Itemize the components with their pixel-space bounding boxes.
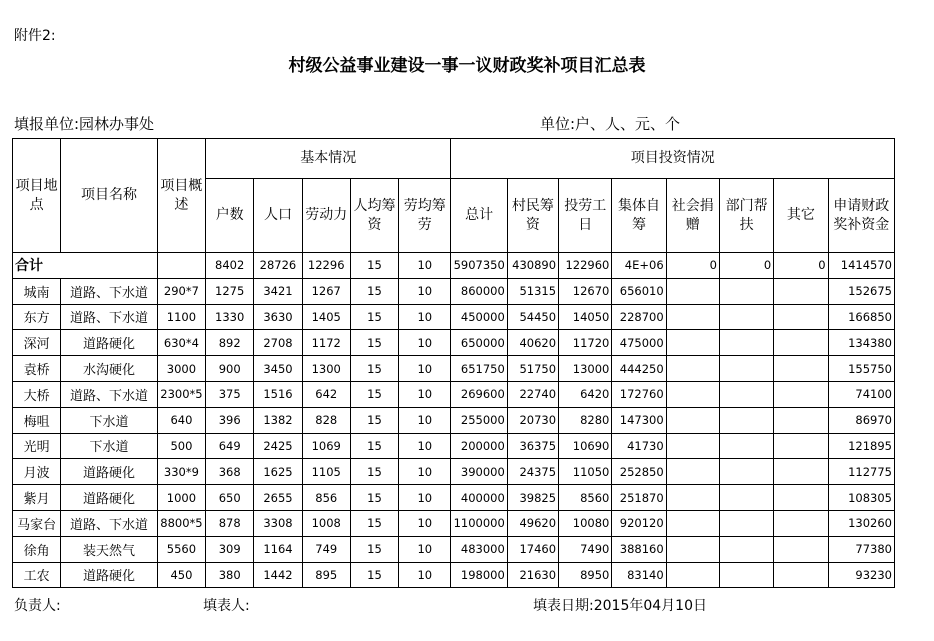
- header-summary: 项目概述: [157, 139, 205, 253]
- cell-labor-days: 11720: [559, 330, 612, 356]
- cell-per-capita-fund: 15: [350, 562, 398, 588]
- cell-population: 3421: [254, 278, 302, 304]
- cell-subsidy: 152675: [828, 278, 894, 304]
- header-subsidy: 申请财政奖补资金: [828, 179, 894, 253]
- cell-department: [719, 562, 773, 588]
- cell-labor-days: 6420: [559, 381, 612, 407]
- cell-name: 装天然气: [61, 536, 158, 562]
- cell-per-labor: 10: [399, 536, 451, 562]
- cell-other: [774, 381, 828, 407]
- cell-villager-fund: 54450: [507, 304, 558, 330]
- table-row: [13, 381, 895, 407]
- table-row: [13, 278, 895, 304]
- cell-location: 徐角: [13, 536, 61, 562]
- cell-labor: 1105: [302, 459, 350, 485]
- table-row: [13, 330, 895, 356]
- cell-total: 390000: [451, 459, 507, 485]
- cell-villager-fund: 49620: [507, 510, 558, 536]
- cell-per-capita-fund: 15: [350, 459, 398, 485]
- cell-summary: 450: [157, 562, 205, 588]
- cell-labor-days: 12670: [559, 278, 612, 304]
- cell-labor: 1172: [302, 330, 350, 356]
- cell-name: 下水道: [61, 433, 158, 459]
- cell-households: 368: [206, 459, 254, 485]
- cell-department: [719, 459, 773, 485]
- total-summary: [157, 253, 205, 279]
- cell-per-capita-fund: 15: [350, 407, 398, 433]
- cell-per-capita-fund: 15: [350, 510, 398, 536]
- cell-per-capita-fund: 15: [350, 433, 398, 459]
- cell-labor-days: 13000: [559, 356, 612, 382]
- cell-total: 269600: [451, 381, 507, 407]
- cell-social: [666, 536, 719, 562]
- cell-summary: 630*4: [157, 330, 205, 356]
- cell-population: 3630: [254, 304, 302, 330]
- total-total: 5907350: [451, 253, 507, 279]
- header-households: 户数: [206, 179, 254, 253]
- cell-labor-days: 8950: [559, 562, 612, 588]
- cell-households: 1330: [206, 304, 254, 330]
- header-invest-group: 项目投资情况: [451, 139, 895, 179]
- header-per-labor: 劳均筹劳: [399, 179, 451, 253]
- total-per-capita-fund: 15: [350, 253, 398, 279]
- cell-subsidy: 74100: [828, 381, 894, 407]
- total-households: 8402: [206, 253, 254, 279]
- cell-subsidy: 86970: [828, 407, 894, 433]
- cell-social: [666, 433, 719, 459]
- header-basic-group: 基本情况: [206, 139, 451, 179]
- cell-department: [719, 381, 773, 407]
- header-department: 部门帮扶: [719, 179, 773, 253]
- cell-social: [666, 356, 719, 382]
- cell-other: [774, 433, 828, 459]
- table-row: [13, 485, 895, 511]
- cell-households: 900: [206, 356, 254, 382]
- cell-department: [719, 304, 773, 330]
- cell-other: [774, 459, 828, 485]
- cell-population: 1164: [254, 536, 302, 562]
- total-collective: 4E+06: [612, 253, 666, 279]
- cell-name: 道路、下水道: [61, 510, 158, 536]
- header-labor: 劳动力: [302, 179, 350, 253]
- cell-per-labor: 10: [399, 433, 451, 459]
- cell-households: 650: [206, 485, 254, 511]
- cell-villager-fund: 36375: [507, 433, 558, 459]
- table-row: [13, 407, 895, 433]
- cell-total: 483000: [451, 536, 507, 562]
- cell-households: 1275: [206, 278, 254, 304]
- cell-location: 工农: [13, 562, 61, 588]
- cell-department: [719, 356, 773, 382]
- cell-subsidy: 77380: [828, 536, 894, 562]
- cell-subsidy: 93230: [828, 562, 894, 588]
- cell-labor-days: 14050: [559, 304, 612, 330]
- cell-location: 紫月: [13, 485, 61, 511]
- cell-households: 649: [206, 433, 254, 459]
- cell-labor-days: 10690: [559, 433, 612, 459]
- cell-summary: 3000: [157, 356, 205, 382]
- header-labor-days: 投劳工日: [559, 179, 612, 253]
- cell-subsidy: 155750: [828, 356, 894, 382]
- cell-social: [666, 381, 719, 407]
- cell-summary: 5560: [157, 536, 205, 562]
- total-other: 0: [774, 253, 828, 279]
- cell-per-capita-fund: 15: [350, 485, 398, 511]
- cell-social: [666, 510, 719, 536]
- cell-name: 下水道: [61, 407, 158, 433]
- cell-other: [774, 356, 828, 382]
- cell-location: 深河: [13, 330, 61, 356]
- cell-villager-fund: 39825: [507, 485, 558, 511]
- cell-per-labor: 10: [399, 407, 451, 433]
- cell-location: 月波: [13, 459, 61, 485]
- cell-population: 2425: [254, 433, 302, 459]
- cell-per-capita-fund: 15: [350, 381, 398, 407]
- cell-collective: 444250: [612, 356, 666, 382]
- cell-name: 道路硬化: [61, 459, 158, 485]
- cell-total: 651750: [451, 356, 507, 382]
- cell-collective: 475000: [612, 330, 666, 356]
- cell-summary: 640: [157, 407, 205, 433]
- cell-labor: 1008: [302, 510, 350, 536]
- cell-labor: 1300: [302, 356, 350, 382]
- cell-per-labor: 10: [399, 459, 451, 485]
- total-subsidy: 1414570: [828, 253, 894, 279]
- header-social: 社会捐赠: [666, 179, 719, 253]
- cell-total: 1100000: [451, 510, 507, 536]
- header-collective: 集体自筹: [612, 179, 666, 253]
- cell-villager-fund: 40620: [507, 330, 558, 356]
- header-name: 项目名称: [61, 139, 158, 253]
- cell-location: 梅咀: [13, 407, 61, 433]
- cell-summary: 8800*5: [157, 510, 205, 536]
- unit-label: 单位:户、人、元、个: [540, 115, 681, 133]
- cell-per-labor: 10: [399, 356, 451, 382]
- cell-villager-fund: 24375: [507, 459, 558, 485]
- cell-collective: 388160: [612, 536, 666, 562]
- cell-collective: 251870: [612, 485, 666, 511]
- table-row: [13, 536, 895, 562]
- cell-villager-fund: 20730: [507, 407, 558, 433]
- cell-collective: 172760: [612, 381, 666, 407]
- cell-labor-days: 10080: [559, 510, 612, 536]
- cell-labor: 1405: [302, 304, 350, 330]
- cell-labor: 1267: [302, 278, 350, 304]
- cell-labor: 642: [302, 381, 350, 407]
- cell-per-capita-fund: 15: [350, 304, 398, 330]
- cell-population: 1625: [254, 459, 302, 485]
- cell-collective: 83140: [612, 562, 666, 588]
- cell-population: 1382: [254, 407, 302, 433]
- cell-total: 650000: [451, 330, 507, 356]
- cell-other: [774, 562, 828, 588]
- cell-social: [666, 330, 719, 356]
- header-per-capita-fund: 人均筹资: [350, 179, 398, 253]
- cell-department: [719, 536, 773, 562]
- cell-subsidy: 134380: [828, 330, 894, 356]
- cell-department: [719, 278, 773, 304]
- cell-collective: 41730: [612, 433, 666, 459]
- cell-villager-fund: 17460: [507, 536, 558, 562]
- table-row: [13, 433, 895, 459]
- cell-social: [666, 459, 719, 485]
- cell-subsidy: 130260: [828, 510, 894, 536]
- cell-population: 2708: [254, 330, 302, 356]
- header-total: 总计: [451, 179, 507, 253]
- table-row: [13, 304, 895, 330]
- cell-per-capita-fund: 15: [350, 536, 398, 562]
- cell-other: [774, 510, 828, 536]
- total-social: 0: [666, 253, 719, 279]
- cell-labor: 1069: [302, 433, 350, 459]
- total-per-labor: 10: [399, 253, 451, 279]
- cell-total: 450000: [451, 304, 507, 330]
- cell-households: 892: [206, 330, 254, 356]
- cell-villager-fund: 21630: [507, 562, 558, 588]
- cell-per-labor: 10: [399, 304, 451, 330]
- cell-department: [719, 407, 773, 433]
- cell-department: [719, 433, 773, 459]
- cell-other: [774, 536, 828, 562]
- footer-filler: 填表人:: [203, 598, 250, 614]
- cell-social: [666, 304, 719, 330]
- cell-other: [774, 407, 828, 433]
- cell-per-labor: 10: [399, 485, 451, 511]
- cell-per-labor: 10: [399, 562, 451, 588]
- cell-collective: 656010: [612, 278, 666, 304]
- cell-labor-days: 7490: [559, 536, 612, 562]
- cell-collective: 920120: [612, 510, 666, 536]
- cell-total: 400000: [451, 485, 507, 511]
- footer-responsible: 负责人:: [14, 598, 61, 614]
- cell-social: [666, 278, 719, 304]
- cell-labor: 828: [302, 407, 350, 433]
- cell-per-labor: 10: [399, 278, 451, 304]
- header-other: 其它: [774, 179, 828, 253]
- cell-total: 198000: [451, 562, 507, 588]
- total-population: 28726: [254, 253, 302, 279]
- table-row: [13, 562, 895, 588]
- cell-subsidy: 112775: [828, 459, 894, 485]
- cell-location: 城南: [13, 278, 61, 304]
- cell-department: [719, 510, 773, 536]
- cell-labor: 895: [302, 562, 350, 588]
- cell-per-labor: 10: [399, 510, 451, 536]
- cell-households: 380: [206, 562, 254, 588]
- cell-total: 860000: [451, 278, 507, 304]
- cell-villager-fund: 51750: [507, 356, 558, 382]
- cell-households: 375: [206, 381, 254, 407]
- cell-location: 东方: [13, 304, 61, 330]
- header-villager-fund: 村民筹资: [507, 179, 558, 253]
- cell-population: 3450: [254, 356, 302, 382]
- total-label: 合计: [13, 253, 158, 279]
- cell-location: 大桥: [13, 381, 61, 407]
- page-title: 村级公益事业建设一事一议财政奖补项目汇总表: [288, 56, 646, 76]
- cell-labor: 749: [302, 536, 350, 562]
- cell-per-capita-fund: 15: [350, 356, 398, 382]
- cell-labor-days: 11050: [559, 459, 612, 485]
- cell-summary: 500: [157, 433, 205, 459]
- cell-social: [666, 407, 719, 433]
- cell-collective: 147300: [612, 407, 666, 433]
- cell-other: [774, 330, 828, 356]
- cell-households: 878: [206, 510, 254, 536]
- cell-location: 马家台: [13, 510, 61, 536]
- cell-collective: 252850: [612, 459, 666, 485]
- cell-other: [774, 304, 828, 330]
- cell-households: 309: [206, 536, 254, 562]
- cell-subsidy: 166850: [828, 304, 894, 330]
- cell-name: 水沟硬化: [61, 356, 158, 382]
- cell-per-labor: 10: [399, 381, 451, 407]
- cell-collective: 228700: [612, 304, 666, 330]
- cell-department: [719, 330, 773, 356]
- cell-per-labor: 10: [399, 330, 451, 356]
- cell-total: 255000: [451, 407, 507, 433]
- footer-date: 填表日期:2015年04月10日: [533, 598, 707, 614]
- cell-summary: 290*7: [157, 278, 205, 304]
- total-villager-fund: 430890: [507, 253, 558, 279]
- cell-total: 200000: [451, 433, 507, 459]
- cell-other: [774, 485, 828, 511]
- reporting-unit: 填报单位:园林办事处: [14, 115, 155, 133]
- cell-labor: 856: [302, 485, 350, 511]
- cell-name: 道路、下水道: [61, 304, 158, 330]
- cell-labor-days: 8560: [559, 485, 612, 511]
- cell-villager-fund: 22740: [507, 381, 558, 407]
- table-row: [13, 459, 895, 485]
- table-row: [13, 356, 895, 382]
- cell-summary: 1100: [157, 304, 205, 330]
- cell-villager-fund: 51315: [507, 278, 558, 304]
- cell-location: 光明: [13, 433, 61, 459]
- cell-social: [666, 485, 719, 511]
- header-location: 项目地点: [13, 139, 61, 253]
- cell-name: 道路、下水道: [61, 278, 158, 304]
- cell-summary: 2300*5: [157, 381, 205, 407]
- cell-population: 1516: [254, 381, 302, 407]
- table-row: [13, 510, 895, 536]
- cell-per-capita-fund: 15: [350, 278, 398, 304]
- summary-table: [12, 138, 895, 588]
- header-row-group: [13, 139, 895, 179]
- cell-subsidy: 108305: [828, 485, 894, 511]
- total-labor-days: 122960: [559, 253, 612, 279]
- total-row: [13, 253, 895, 279]
- cell-name: 道路硬化: [61, 562, 158, 588]
- cell-households: 396: [206, 407, 254, 433]
- cell-summary: 1000: [157, 485, 205, 511]
- cell-name: 道路硬化: [61, 330, 158, 356]
- attachment-label: 附件2:: [14, 28, 56, 44]
- cell-population: 3308: [254, 510, 302, 536]
- total-labor: 12296: [302, 253, 350, 279]
- cell-summary: 330*9: [157, 459, 205, 485]
- cell-per-capita-fund: 15: [350, 330, 398, 356]
- header-population: 人口: [254, 179, 302, 253]
- cell-name: 道路、下水道: [61, 381, 158, 407]
- cell-name: 道路硬化: [61, 485, 158, 511]
- cell-location: 袁桥: [13, 356, 61, 382]
- cell-population: 1442: [254, 562, 302, 588]
- cell-other: [774, 278, 828, 304]
- total-department: 0: [719, 253, 773, 279]
- cell-population: 2655: [254, 485, 302, 511]
- cell-social: [666, 562, 719, 588]
- cell-subsidy: 121895: [828, 433, 894, 459]
- cell-department: [719, 485, 773, 511]
- cell-labor-days: 8280: [559, 407, 612, 433]
